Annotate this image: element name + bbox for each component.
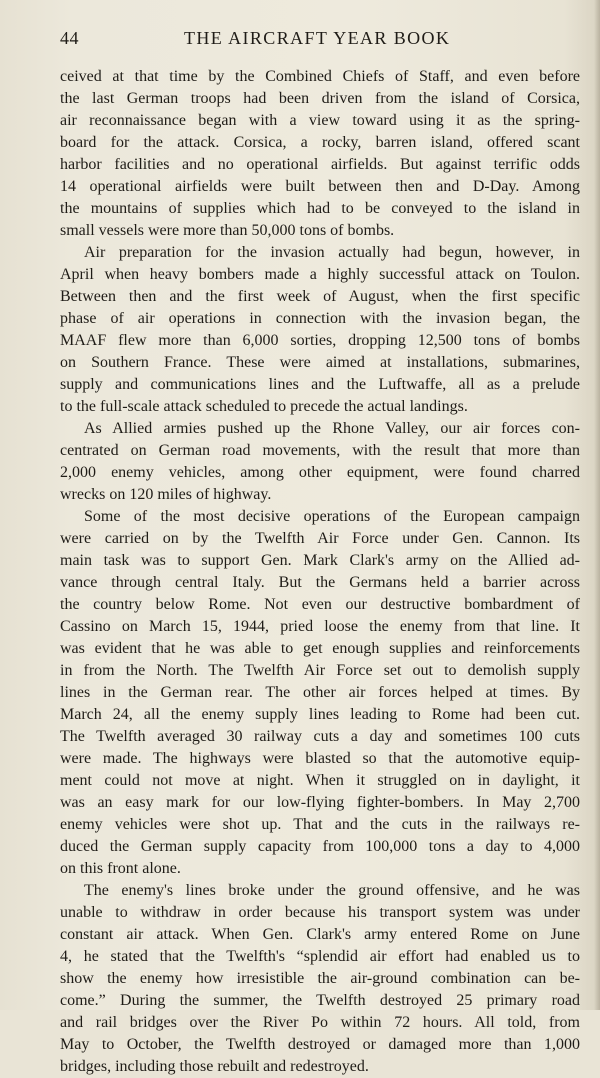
text-line: vance through central Italy. But the Germans held a barrier across: [60, 574, 580, 591]
text-line: wrecks on 120 miles of highway.: [60, 486, 272, 503]
text-line: come.” During the summer, the Twelfth destroyed 25 primary road: [60, 992, 580, 1009]
page-header: [60, 28, 580, 52]
text-line: main task was to support Gen. Mark Clark's army on the Allied ad-: [60, 552, 580, 569]
text-line: in from the North. The Twelfth Air Force set out to demolish supply: [60, 662, 580, 679]
text-line: was evident that he was able to get enough supplies and reinforcements: [60, 640, 580, 657]
text-line: MAAF flew more than 6,000 sorties, dropping 12,500 tons of bombs: [60, 332, 580, 349]
text-line: March 24, all the enemy supply lines leading to Rome had been cut.: [60, 706, 580, 723]
text-line: 2,000 enemy vehicles, among other equipment, were found charred: [60, 464, 580, 481]
text-line: ment could not move at night. When it struggled on in daylight, it: [60, 772, 580, 789]
text-line: As Allied armies pushed up the Rhone Valley, our air forces con-: [84, 420, 580, 437]
text-line: small vessels were more than 50,000 tons of bombs.: [60, 222, 395, 239]
text-line: 14 operational airfields were built between then and D-Day. Among: [60, 178, 580, 195]
text-line: and rail bridges over the River Po within 72 hours. All told, from: [60, 1014, 580, 1031]
text-line: show the enemy how irresistible the air-ground combination can be-: [60, 970, 580, 987]
text-line: on this front alone.: [60, 860, 181, 877]
text-line: duced the German supply capacity from 100,000 tons a day to 4,000: [60, 838, 580, 855]
text-line: to the full-scale attack scheduled to precede the actual landings.: [60, 398, 468, 415]
text-line: constant air attack. When Gen. Clark's army entered Rome on June: [60, 926, 580, 943]
text-line: supply and communications lines and the Luftwaffe, all as a prelude: [60, 376, 580, 393]
paragraph: [60, 506, 580, 880]
text-line: was an easy mark for our low-flying fighter-bombers. In May 2,700: [60, 794, 580, 811]
page-number: 44: [60, 28, 79, 48]
text-line: lines in the German rear. The other air forces helped at times. By: [60, 684, 580, 701]
text-line: The Twelfth averaged 30 railway cuts a day and sometimes 100 cuts: [60, 728, 580, 745]
text-line: on Southern France. These were aimed at installations, submarines,: [60, 354, 580, 371]
text-line: Some of the most decisive operations of the European campaign: [84, 508, 580, 525]
paragraph: [60, 418, 580, 506]
text-line: were made. The highways were blasted so that the automotive equip-: [60, 750, 580, 767]
text-line: air reconnaissance began with a view toward using it as the spring-: [60, 112, 580, 129]
text-line: The enemy's lines broke under the ground offensive, and he was: [84, 882, 580, 899]
text-line: May to October, the Twelfth destroyed or damaged more than 1,000: [60, 1036, 580, 1053]
text-line: unable to withdraw in order because his transport system was under: [60, 904, 580, 921]
text-line: board for the attack. Corsica, a rocky, barren island, offered scant: [60, 134, 580, 151]
text-line: bridges, including those rebuilt and redestroyed.: [60, 1058, 369, 1075]
text-line: April when heavy bombers made a highly successful attack on Toulon.: [60, 266, 580, 283]
text-line: ceived at that time by the Combined Chiefs of Staff, and even before: [60, 68, 580, 85]
text-line: enemy vehicles were shot up. That and the cuts in the railways re-: [60, 816, 580, 833]
text-line: were carried on by the Twelfth Air Force under Gen. Cannon. Its: [60, 530, 580, 547]
text-line: the country below Rome. Not even our destructive bombardment of: [60, 596, 580, 613]
text-line: the last German troops had been driven from the island of Corsica,: [60, 90, 580, 107]
text-line: phase of air operations in connection with the invasion began, the: [60, 310, 580, 327]
paragraph: [60, 242, 580, 418]
running-head: THE AIRCRAFT YEAR BOOK: [184, 28, 451, 48]
text-line: 4, he stated that the Twelfth's “splendid air effort had enabled us to: [60, 948, 580, 965]
text-line: Air preparation for the invasion actually had begun, however, in: [84, 244, 580, 261]
page-edge-shadow: [594, 0, 600, 1010]
text-line: the mountains of supplies which had to be conveyed to the island in: [60, 200, 580, 217]
paragraph: [60, 880, 580, 1078]
body-text: [60, 66, 580, 1078]
paragraph: [60, 66, 580, 242]
text-line: harbor facilities and no operational airfields. But against terrific odds: [60, 156, 580, 173]
text-line: Cassino on March 15, 1944, pried loose the enemy from that line. It: [60, 618, 580, 635]
text-line: centrated on German road movements, with the result that more than: [60, 442, 580, 459]
text-line: Between then and the first week of August, when the first specific: [60, 288, 580, 305]
